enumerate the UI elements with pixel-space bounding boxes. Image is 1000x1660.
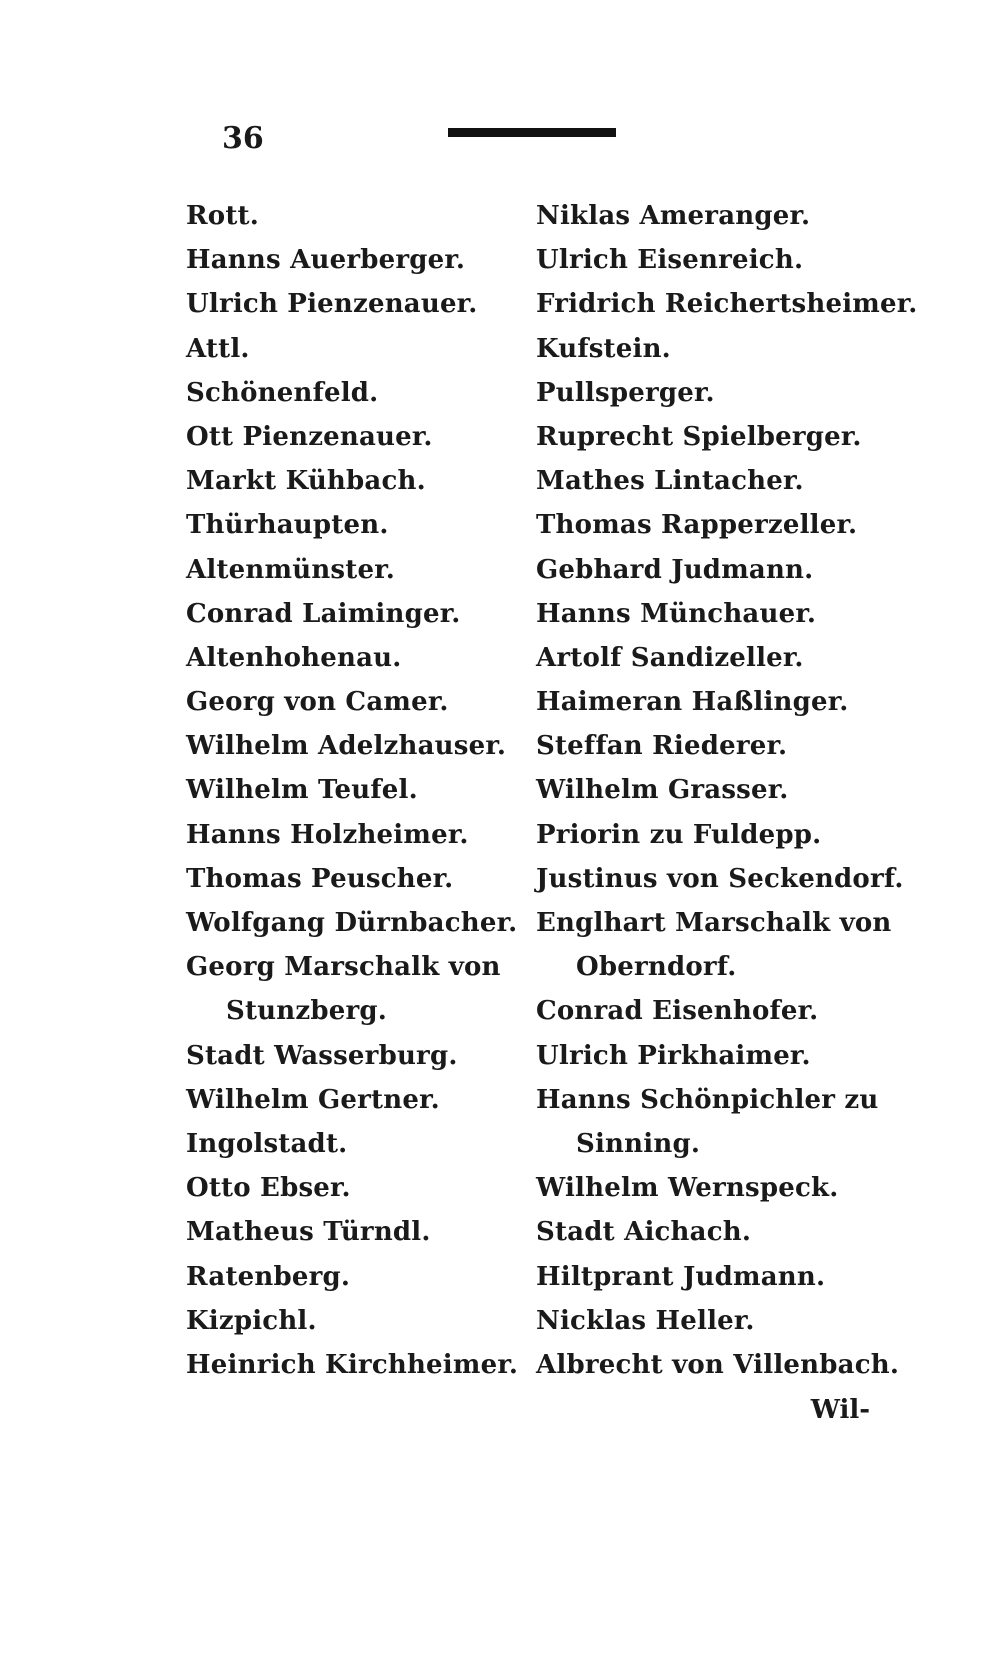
name-entry: Artolf Sandizeller. (536, 642, 804, 673)
name-entry: Priorin zu Fuldepp. (536, 819, 822, 850)
name-entry: Pullsperger. (536, 377, 715, 408)
name-entry: Mathes Lintacher. (536, 466, 804, 497)
name-entry: Conrad Laiminger. (186, 598, 461, 629)
name-entry: Haimeran Haßlinger. (536, 687, 849, 718)
name-entry: Justinus von Seckendorf. (536, 863, 904, 894)
name-entry: Wilhelm Adelzhauser. (186, 731, 507, 762)
name-entry: Georg von Camer. (186, 687, 449, 718)
name-entry: Nicklas Heller. (536, 1305, 755, 1336)
name-entry: Stadt Wasserburg. (186, 1040, 458, 1071)
name-entry: Hanns Holzheimer. (186, 819, 469, 850)
name-entry: Fridrich Reichertsheimer. (536, 289, 918, 320)
name-entry: Albrecht von Villenbach. (536, 1349, 900, 1380)
name-entry: Steffan Riederer. (536, 731, 788, 762)
name-entry: Oberndorf. (576, 952, 737, 983)
name-entry: Heinrich Kirchheimer. (186, 1349, 519, 1380)
name-entry: Ingolstadt. (186, 1128, 348, 1159)
name-entry: Thomas Rapperzeller. (536, 510, 858, 541)
name-entry: Gebhard Judmann. (536, 554, 814, 585)
name-entry: Stunzberg. (226, 996, 388, 1027)
name-entry: Stadt Aichach. (536, 1217, 752, 1248)
name-entry: Attl. (186, 333, 250, 364)
name-entry: Kufstein. (536, 333, 671, 364)
name-entry: Conrad Eisenhofer. (536, 996, 819, 1027)
header-rule (448, 128, 616, 137)
name-entry: Wilhelm Gertner. (186, 1084, 440, 1115)
name-entry: Englhart Marschalk von (536, 908, 892, 938)
name-entry: Rott. (186, 201, 260, 231)
name-entry: Hanns Schönpichler zu (536, 1084, 879, 1115)
name-entry: Wilhelm Grasser. (536, 775, 789, 806)
name-entry: Ott Pienzenauer. (186, 421, 433, 452)
name-entry: Kizpichl. (186, 1305, 317, 1336)
name-entry: Hiltprant Judmann. (536, 1261, 826, 1292)
name-entry: Thürhaupten. (186, 510, 389, 541)
name-entry: Hanns Auerberger. (186, 245, 466, 276)
name-entry: Hanns Münchauer. (536, 598, 817, 629)
name-entry: Thomas Peuscher. (186, 863, 454, 894)
catchword: Wil- (810, 1395, 870, 1425)
name-entry: Ulrich Pienzenauer. (186, 289, 478, 320)
name-entry: Wilhelm Teufel. (186, 775, 418, 806)
name-entry: Wilhelm Wernspeck. (536, 1173, 839, 1204)
name-entry: Ratenberg. (186, 1261, 351, 1292)
name-entry: Altenmünster. (186, 554, 395, 585)
name-entry: Matheus Türndl. (186, 1217, 431, 1248)
right-column (536, 194, 918, 1387)
page-number: 36 (222, 121, 264, 156)
name-entry: Ulrich Eisenreich. (536, 245, 804, 276)
name-entry: Niklas Ameranger. (536, 201, 811, 231)
name-entry: Altenhohenau. (186, 642, 402, 673)
name-entry: Wolfgang Dürnbacher. (186, 908, 518, 938)
name-entry: Markt Kühbach. (186, 466, 426, 497)
name-entry: Schönenfeld. (186, 377, 379, 408)
name-entry: Otto Ebser. (186, 1173, 351, 1204)
name-entry: Georg Marschalk von (186, 952, 501, 983)
name-entry: Ruprecht Spielberger. (536, 421, 862, 452)
name-entry: Sinning. (576, 1128, 701, 1159)
left-column (186, 194, 522, 1387)
name-entry: Ulrich Pirkhaimer. (536, 1040, 811, 1071)
